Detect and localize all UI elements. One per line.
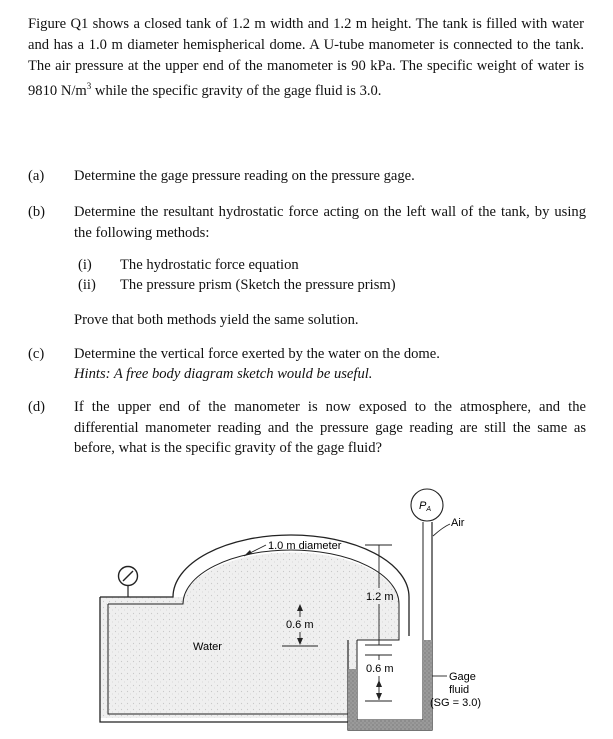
question-b-label: (b) — [28, 204, 46, 220]
question-c-text: Determine the vertical force exerted by the water on the dome. — [74, 346, 440, 362]
air-leader — [433, 524, 450, 536]
question-c-hint: Hints: A free body diagram sketch would be useful. — [74, 366, 373, 382]
question-b-prove: Prove that both methods yield the same solution. — [74, 312, 359, 328]
question-c-label: (c) — [28, 346, 45, 362]
intro-superscript: 3 — [86, 81, 92, 92]
question-b-sub-i-label: (i) — [78, 257, 92, 273]
question-d-label: (d) — [28, 399, 46, 415]
air-label: Air — [451, 517, 465, 529]
dome-height-label: 0.6 m — [286, 619, 314, 631]
gage-fluid-right — [423, 640, 432, 730]
pa-circle — [411, 489, 443, 521]
intro-text-1: Figure Q1 shows a closed tank of 1.2 m width and 1.2 m height. The tank is filled with water and has a 1.0 m diameter hemispherical dome. A U-tube manometer is connected to the tank. The air pressure at the upper end of the manometer is 90 kPa. The specific weight of water is 9810 N/m — [28, 16, 584, 100]
gage-fluid-label-1: Gage — [449, 671, 476, 683]
question-a-label: (a) — [28, 168, 45, 184]
manometer-left-water — [348, 640, 357, 669]
question-d-text: If the upper end of the manometer is now exposed to the atmosphere, and the differential manometer reading and the pressure gage reading are still the same as before, what is the specific gravity of the gage fluid? — [74, 399, 586, 457]
question-b-sub-ii-text: The pressure prism (Sketch the pressure prism) — [120, 277, 396, 293]
diff-dim-arrow-up — [376, 680, 382, 687]
dome-diameter-arrowhead — [244, 550, 252, 556]
question-a-text: Determine the gage pressure reading on the pressure gage. — [74, 168, 415, 184]
water-label: Water — [193, 641, 222, 653]
gage-fluid-label-2: fluid — [449, 684, 470, 696]
pa-label: PA — [419, 500, 432, 513]
diff-dim-arrow-down — [376, 693, 382, 700]
question-b-sub-i-text: The hydrostatic force equation — [120, 257, 299, 273]
question-b-text: Determine the resultant hydrostatic force acting on the left wall of the tank, by using the following methods: — [74, 204, 586, 241]
gage-fluid-label-3: (SG = 3.0) — [430, 697, 482, 709]
intro-text-2: while the specific gravity of the gage fluid is 3.0. — [91, 83, 382, 100]
height-dim-label: 1.2 m — [366, 591, 394, 603]
question-b-sub-ii-label: (ii) — [78, 277, 96, 293]
gage-fluid-bottom — [348, 720, 432, 730]
diff-label: 0.6 m — [366, 663, 394, 675]
dome-diameter-label: 1.0 m diameter — [268, 540, 342, 552]
